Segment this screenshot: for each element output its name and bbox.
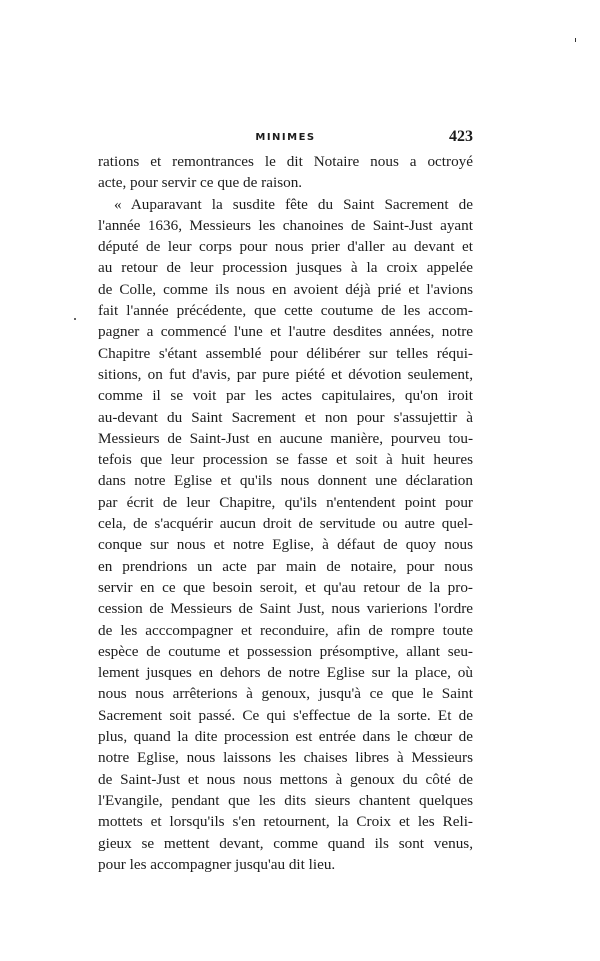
text-line: nous nous arrêterions à genoux, jusqu'à ce que le Saint xyxy=(98,685,473,703)
text-line: de les acccompagner et reconduire, afin de rompre toute xyxy=(98,621,473,639)
text-line: gieux se mettent devant, comme quand ils sont venus, xyxy=(98,834,473,852)
running-header xyxy=(98,128,473,148)
text-line: au-devant du Saint Sacrement et non pour s'assujettir à xyxy=(98,408,473,426)
text-line: mottets et lorsqu'ils s'en retournent, la Croix et les Reli- xyxy=(98,813,473,831)
corner-mark xyxy=(575,38,576,42)
text-line: conque sur nous et notre Eglise, à défaut de quoy nous xyxy=(98,536,473,554)
text-line: tefois que leur procession se fasse et soit à huit heures xyxy=(98,451,473,469)
text-line: député de leur corps pour nous prier d'aller au devant et xyxy=(98,238,473,256)
body-text xyxy=(98,151,473,875)
text-line: en prendrions un acte par main de notaire, pour nous xyxy=(98,557,473,575)
text-line: Messieurs de Saint-Just en aucune manière, pourveu tou- xyxy=(98,429,473,447)
text-line: fait l'année précédente, que cette coutume de les accom- xyxy=(98,302,473,320)
text-line: pagner a commencé l'une et l'autre desdites années, notre xyxy=(98,323,473,341)
text-line: sitions, on fut d'avis, par pure piété et dévotion seulement, xyxy=(98,365,473,383)
text-line: cela, de s'acquérir aucun droit de servitude ou autre quel- xyxy=(98,515,473,533)
text-line: comme il se voit par les actes capitulaires, qu'on iroit xyxy=(98,387,473,405)
text-line: plus, quand la dite procession est entrée dans le chœur de xyxy=(98,728,473,746)
text-line: de Saint-Just et nous nous mettons à genoux du côté de xyxy=(98,770,473,788)
text-line: rations et remontrances le dit Notaire nous a octroyé xyxy=(98,153,473,170)
running-title: MINIMES xyxy=(255,132,316,143)
text-line: l'année 1636, Messieurs les chanoines de Saint-Just ayant xyxy=(98,216,473,234)
text-line: « Auparavant la susdite fête du Saint Sacrement de xyxy=(114,195,473,213)
text-line: dans notre Eglise et qu'ils nous donnent une déclaration xyxy=(98,472,473,490)
text-line: notre Eglise, nous laissons les chaises libres à Messieurs xyxy=(98,749,473,767)
text-line: de Colle, comme ils nous en avoient déjà prié et l'avions xyxy=(98,280,473,298)
text-line: espèce de coutume et possession présomptive, allant seu- xyxy=(98,642,473,660)
text-line: cession de Messieurs de Saint Just, nous varierions l'ordre xyxy=(98,600,473,618)
text-line: pour les accompagner jusqu'au dit lieu. xyxy=(98,855,336,873)
text-line: Sacrement soit passé. Ce qui s'effectue de la sorte. Et de xyxy=(98,706,473,724)
text-line: au retour de leur procession jusques à la croix appelée xyxy=(98,259,473,277)
page-number: 423 xyxy=(449,128,473,145)
margin-speck xyxy=(74,318,76,320)
text-line: servir en ce que besoin seroit, et qu'au retour de la pro- xyxy=(98,578,473,596)
text-line: lement jusques en dehors de notre Eglise sur la place, où xyxy=(98,664,473,682)
text-line: l'Evangile, pendant que les dits sieurs chantent quelques xyxy=(98,791,473,809)
text-line: par écrit de leur Chapitre, qu'ils n'entendent point pour xyxy=(98,493,473,511)
text-line: acte, pour servir ce que de raison. xyxy=(98,174,303,192)
text-line: Chapitre s'étant assemblé pour délibérer sur telles réqui- xyxy=(98,344,473,362)
